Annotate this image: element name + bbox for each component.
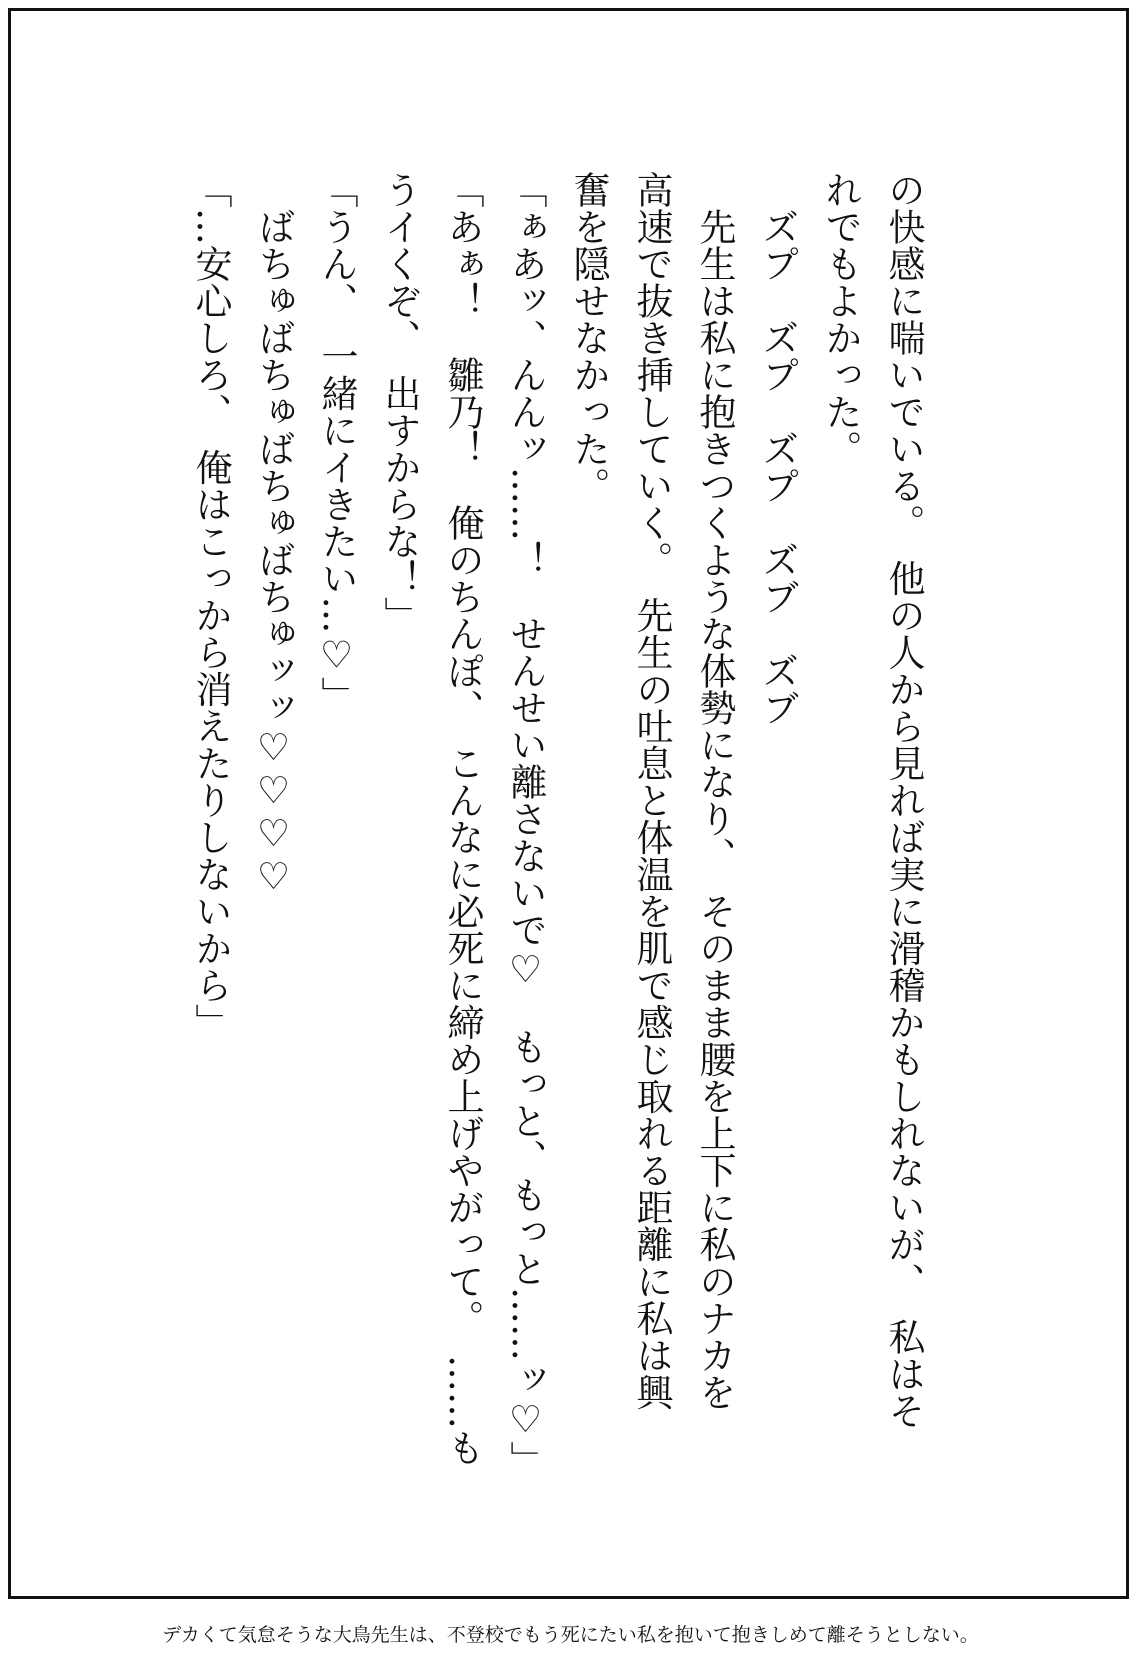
- text-column: ばちゅばちゅばちゅばちゅッッ♡♡♡♡: [252, 171, 295, 898]
- text-column: 先生は私に抱きつくような体勢になり、 そのまま腰を上下に私のナカを: [693, 171, 736, 1411]
- text-column: 「うん、 一緒にイきたい…♡」: [315, 171, 358, 714]
- text-column: 高速で抜き挿していく。 先生の吐息と体温を肌で感じ取れる距離に私は興: [630, 171, 673, 1411]
- text-column: 「ぁあッ、んんッ……！ せんせい離さないで♡ もっと、もっと……ッ♡」: [504, 171, 547, 1478]
- text-column: の快感に喘いでいる。 他の人から見れば実に滑稽かもしれないが、 私はそ: [882, 171, 925, 1429]
- text-column: 「…安心しろ、 俺はこっから消えたりしないから」: [189, 171, 232, 1041]
- caption: デカくて気怠そうな大鳥先生は、不登校でもう死にたい私を抱いて抱きしめて離そうとしない。: [162, 1624, 979, 1646]
- text-column: れでもよかった。: [819, 171, 862, 467]
- text-column: 「あぁ！ 雛乃！ 俺のちんぽ、 こんなに必死に締め上げやがって。 ……も: [441, 171, 484, 1466]
- text-column: 奮を隠せなかった。: [567, 171, 610, 504]
- text-column: ズプ ズプ ズプ ズブ ズブ: [756, 171, 799, 726]
- text-column: うイくぞ、 出すからな！」: [378, 171, 421, 634]
- vertical-body-text: [179, 171, 935, 1478]
